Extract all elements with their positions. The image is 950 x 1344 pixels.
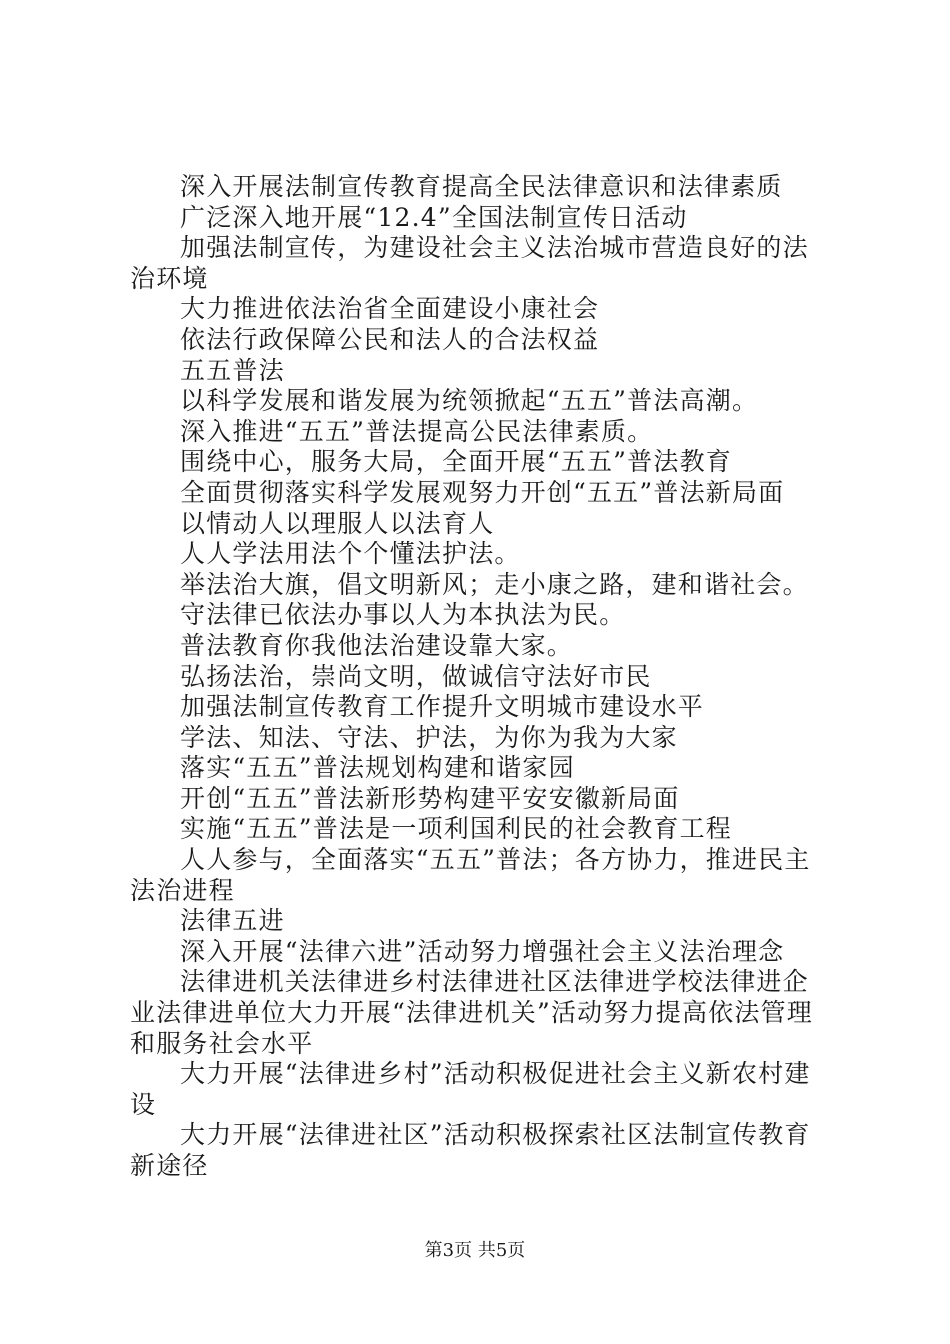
paragraph: 深入开展法制宣传教育提高全民法律意识和法律素质: [180, 172, 783, 201]
paragraph: 大力推进依法治省全面建设小康社会: [180, 294, 600, 324]
paragraph: 深入开展“法律六进”活动努力增强社会主义法治理念: [180, 936, 785, 966]
paragraph: 以科学发展和谐发展为统领掀起“五五”普法高潮。: [180, 386, 759, 416]
paragraph: 法律进机关法律进乡村法律进社区法律进学校法律进企业法律进单位大力开展“法律进机关”活动努力提高依法管理和服务社会水平: [130, 967, 813, 1058]
paragraph: 五五普法: [180, 355, 285, 385]
paragraph: 守法律已依法办事以人为本执法为民。: [180, 600, 626, 630]
paragraph: 实施“五五”普法是一项利国利民的社会教育工程: [180, 814, 732, 844]
paragraph: 大力开展“法律进社区”活动积极探索社区法制宣传教育新途径: [130, 1120, 811, 1180]
paragraph: 开创“五五”普法新形势构建平安安徽新局面: [180, 783, 680, 813]
paragraph: 加强法制宣传教育工作提升文明城市建设水平: [180, 692, 705, 722]
paragraph: 举法治大旗，倡文明新风；走小康之路，建和谐社会。: [180, 569, 809, 599]
document-body: [130, 172, 832, 1182]
paragraph: 落实“五五”普法规划构建和谐家园: [180, 753, 575, 783]
paragraph: 依法行政保障公民和法人的合法权益: [180, 324, 600, 354]
paragraph: 学法、知法、守法、护法，为你为我为大家: [180, 722, 678, 752]
paragraph: 人人参与，全面落实“五五”普法；各方协力，推进民主法治进程: [130, 845, 811, 905]
paragraph: 广泛深入地开展“12.4”全国法制宣传日活动: [180, 202, 688, 232]
paragraph: 弘扬法治，崇尚文明，做诚信守法好市民: [180, 661, 652, 691]
paragraph: 人人学法用法个个懂法护法。: [180, 539, 521, 569]
page-number-footer: 第3页 共5页: [424, 1240, 526, 1261]
paragraph: 大力开展“法律进乡村”活动积极促进社会主义新农村建设: [130, 1059, 811, 1119]
paragraph: 围绕中心，服务大局，全面开展“五五”普法教育: [180, 447, 732, 477]
paragraph: 法律五进: [180, 906, 285, 936]
paragraph: 全面贯彻落实科学发展观努力开创“五五”普法新局面: [180, 477, 785, 507]
paragraph: 深入推进“五五”普法提高公民法律素质。: [180, 416, 654, 446]
paragraph: 普法教育你我他法治建设靠大家。: [180, 630, 574, 660]
paragraph: 以情动人以理服人以法育人: [180, 508, 495, 538]
paragraph: 加强法制宣传，为建设社会主义法治城市营造良好的法治环境: [130, 233, 809, 293]
